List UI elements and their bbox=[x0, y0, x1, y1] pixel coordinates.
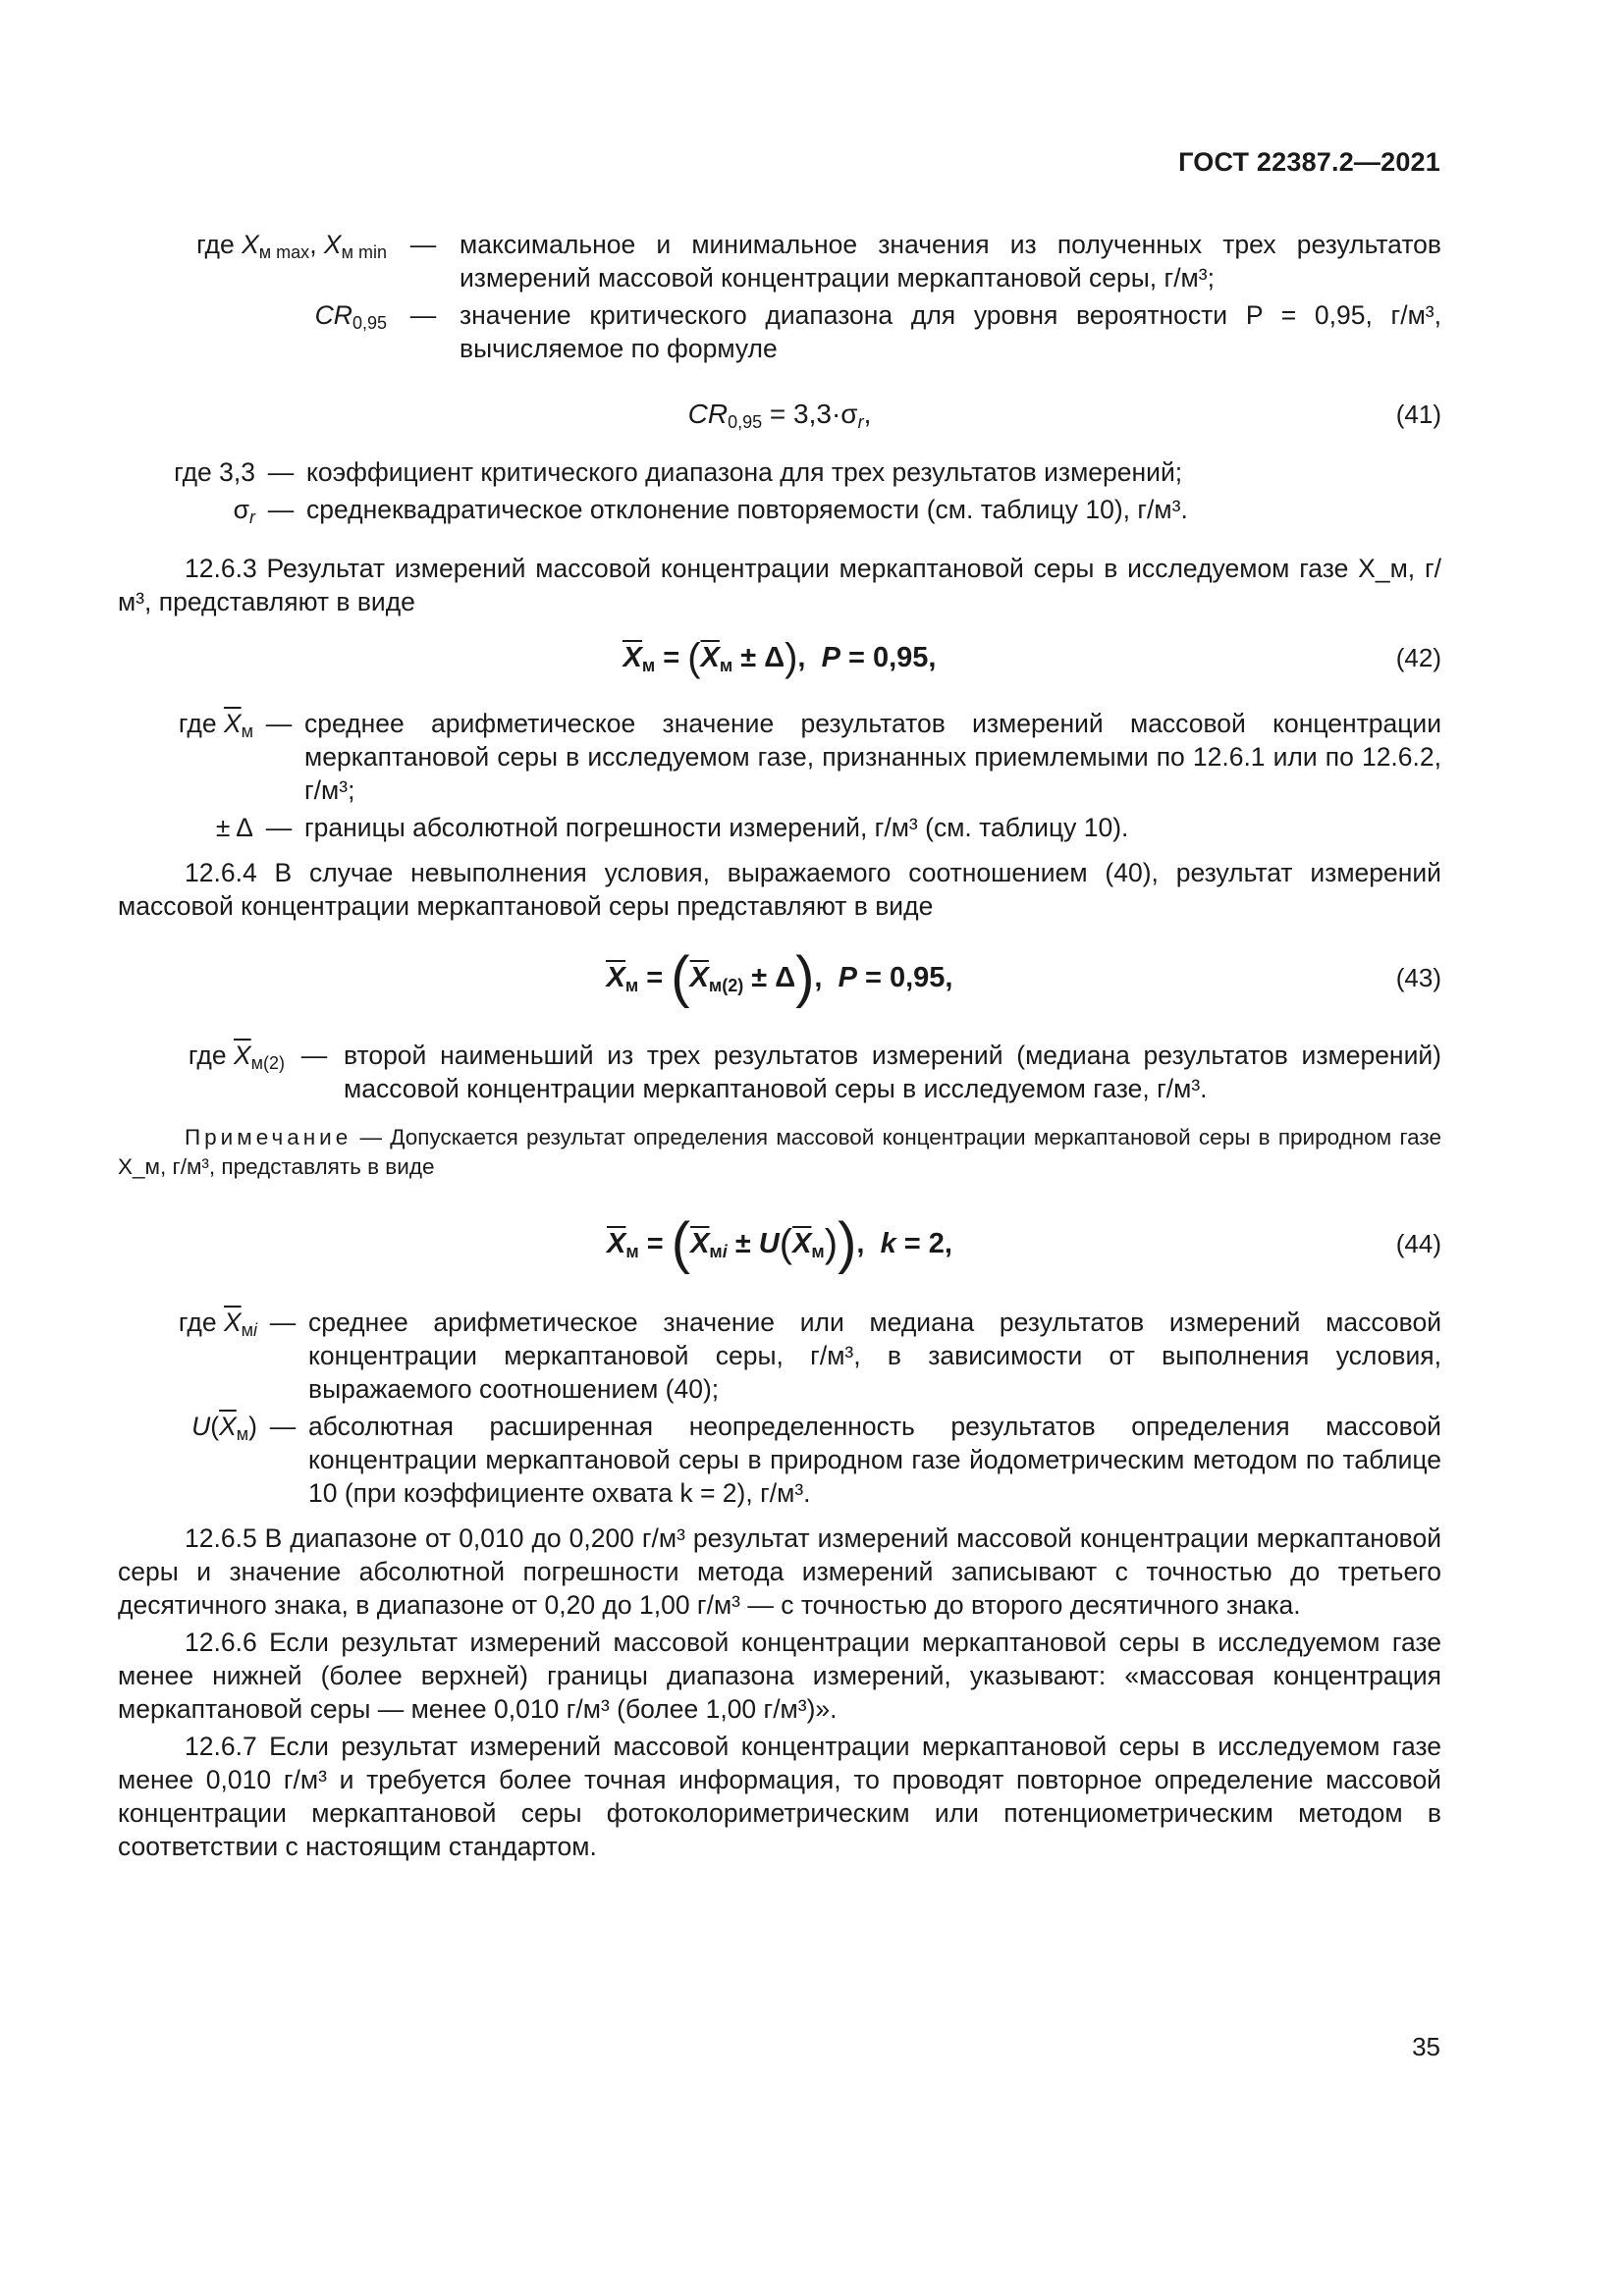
definition-term: $U(\overline{X}_м)$ bbox=[191, 1412, 257, 1444]
definitions-block-3 bbox=[118, 707, 1441, 848]
page-body bbox=[118, 228, 1441, 1863]
definition-text: максимальное и минимальное значения из полученных трех результатов измерений массовой концентрации меркаптановой серы, г/м³; bbox=[460, 230, 1441, 293]
formula-42 bbox=[118, 622, 1441, 693]
definition-term: $CR_{0,95}$ bbox=[314, 300, 387, 333]
formula-41 bbox=[118, 379, 1441, 450]
formula-number: (42) bbox=[1395, 643, 1441, 672]
definition-row: где $\overline{X}_м$ — среднее арифметическое значение результатов измерений массовой концентрации меркаптановой серы в исследуемом газе, признанных приемлемыми по 12.6.1 или по 12.6.2, г/м³; bbox=[118, 707, 1441, 811]
formula-44 bbox=[118, 1201, 1441, 1286]
note-text: — Допускается результат определения массовой концентрации меркаптановой серы в природном газе X_м, г/м³, представлять в виде bbox=[118, 1125, 1441, 1179]
formula-expression: $\overline{X}_м = (\overline{X}_{мi} \pm U(\overline{X}_м))$, k = 2, bbox=[607, 1211, 952, 1275]
definition-text: значение критического диапазона для уровня вероятности P = 0,95, г/м³, вычисляемое по формуле bbox=[460, 300, 1441, 363]
definition-row: $CR_{0,95}$ — значение критического диапазона для уровня вероятности P = 0,95, г/м³, вычисляемое по формуле bbox=[118, 298, 1441, 369]
paragraph-12-6-5: 12.6.5 В диапазоне от 0,010 до 0,200 г/м³ результат измерений массовой концентрации меркаптановой серы и значение абсолютной погрешности метода измерений записывают с точностью до третьего десятичного знака, в диапазоне от 0,20 до 1,00 г/м³ — с точностью до второго десятичного знака. bbox=[118, 1523, 1441, 1620]
definition-row: где $X_{м max}$, $X_{м min}$ — максимальное и минимальное значения из полученных трех результатов измерений массовой концентрации меркаптановой серы, г/м³; bbox=[118, 228, 1441, 298]
definition-text: второй наименьший из трех результатов измерений (медиана результатов измерений) массовой концентрации меркаптановой серы в исследуемом газе, г/м³. bbox=[344, 1041, 1441, 1103]
paragraph-12-6-6: 12.6.6 Если результат измерений массовой концентрации меркаптановой серы в исследуемом газе менее нижней (более верхней) границы диапазона измерений, указывают: «массовая концентрация меркаптановой серы — менее 0,010 г/м³ (более 1,00 г/м³)». bbox=[118, 1628, 1441, 1724]
definition-row: $\sigma_r$ — среднеквадратическое отклонение повторяемости (см. таблицу 10), г/м³. bbox=[118, 493, 1441, 530]
definitions-block-1 bbox=[118, 228, 1441, 369]
definition-term: где 3,3 bbox=[174, 457, 255, 487]
formula-number: (41) bbox=[1395, 400, 1441, 429]
note-label: Примечание bbox=[185, 1125, 352, 1149]
definition-text: среднеквадратическое отклонение повторяемости (см. таблицу 10), г/м³. bbox=[306, 495, 1188, 524]
paragraph-12-6-3: 12.6.3 Результат измерений массовой концентрации меркаптановой серы в исследуемом газе X_м, г/м³, представляют в виде bbox=[118, 554, 1441, 616]
formula-expression: $CR_{0,95} = 3,3\cdot\sigma_r$, bbox=[687, 399, 872, 432]
definition-row: где $\overline{X}_{м(2)}$ — второй наименьший из трех результатов измерений (медиана результатов измерений) массовой концентрации меркаптановой серы в исследуемом газе, г/м³. bbox=[118, 1039, 1441, 1109]
definitions-block-2 bbox=[118, 455, 1441, 530]
definition-text: абсолютная расширенная неопределенность результатов определения массовой концентрации меркаптановой серы в природном газе йодометрическим методом по таблице 10 (при коэффициенте охвата k = 2), г/м³. bbox=[308, 1412, 1441, 1508]
paragraph-12-6-7: 12.6.7 Если результат измерений массовой концентрации меркаптановой серы в исследуемом газе менее 0,010 г/м³ и требуется более точная информация, то проводят повторное определение массовой концентрации меркаптановой серы фотоколориметрическим или потенциометрическим методом в соответствии с настоящим стандартом. bbox=[118, 1732, 1441, 1861]
formula-number: (44) bbox=[1395, 1229, 1441, 1258]
definition-term: $\sigma_r$ bbox=[233, 495, 255, 527]
definition-term: где $X_{м max}$, $X_{м min}$ bbox=[196, 230, 387, 262]
definition-term: где $\overline{X}_м$ bbox=[178, 709, 253, 741]
paragraph-12-6-4: 12.6.4 В случае невыполнения условия, выражаемого соотношением (40), результат измерений массовой концентрации меркаптановой серы представляют в виде bbox=[118, 858, 1441, 921]
formula-43 bbox=[118, 933, 1441, 1023]
formula-expression: $\overline{X}_м = (\overline{X}_м \pm \Delta)$, P = 0,95, bbox=[623, 636, 937, 679]
definition-text: среднее арифметическое значение или медиана результатов измерений массовой концентрации меркаптановой серы, г/м³, в зависимости от выполнения условия, выражаемого соотношением (40); bbox=[308, 1308, 1441, 1404]
definition-row: ± Δ — границы абсолютной погрешности измерений, г/м³ (см. таблицу 10). bbox=[118, 811, 1441, 848]
definition-term: ± Δ bbox=[215, 813, 253, 842]
definition-row: где $\overline{X}_{мi}$ — среднее арифметическое значение или медиана результатов измерений массовой концентрации меркаптановой серы, г/м³, в зависимости от выполнения условия, выражаемого соотношением (40); bbox=[118, 1306, 1441, 1410]
definition-text: коэффициент критического диапазона для трех результатов измерений; bbox=[306, 457, 1183, 487]
standard-header: ГОСТ 22387.2—2021 bbox=[1178, 147, 1440, 177]
page-number: 35 bbox=[1412, 2032, 1440, 2061]
definition-text: среднее арифметическое значение результатов измерений массовой концентрации меркаптановой серы в исследуемом газе, признанных приемлемыми по 12.6.1 или по 12.6.2, г/м³; bbox=[304, 709, 1441, 805]
definitions-block-5 bbox=[118, 1306, 1441, 1514]
definitions-block-4 bbox=[118, 1039, 1441, 1109]
note bbox=[118, 1123, 1441, 1182]
definition-row: $U(\overline{X}_м)$ — абсолютная расширенная неопределенность результатов определения массовой концентрации меркаптановой серы в природном газе йодометрическим методом по таблице 10 (при коэффициенте охвата k = 2), г/м³. bbox=[118, 1410, 1441, 1514]
formula-expression: $\overline{X}_м = (\overline{X}_{м(2)} \pm \Delta)$, P = 0,95, bbox=[606, 945, 953, 1009]
definition-term: где $\overline{X}_{м(2)}$ bbox=[188, 1041, 285, 1073]
formula-number: (43) bbox=[1395, 963, 1441, 992]
definition-term: где $\overline{X}_{мi}$ bbox=[178, 1308, 257, 1340]
definition-text: границы абсолютной погрешности измерений, г/м³ (см. таблицу 10). bbox=[304, 813, 1129, 842]
definition-row: где 3,3 — коэффициент критического диапазона для трех результатов измерений; bbox=[118, 455, 1441, 493]
